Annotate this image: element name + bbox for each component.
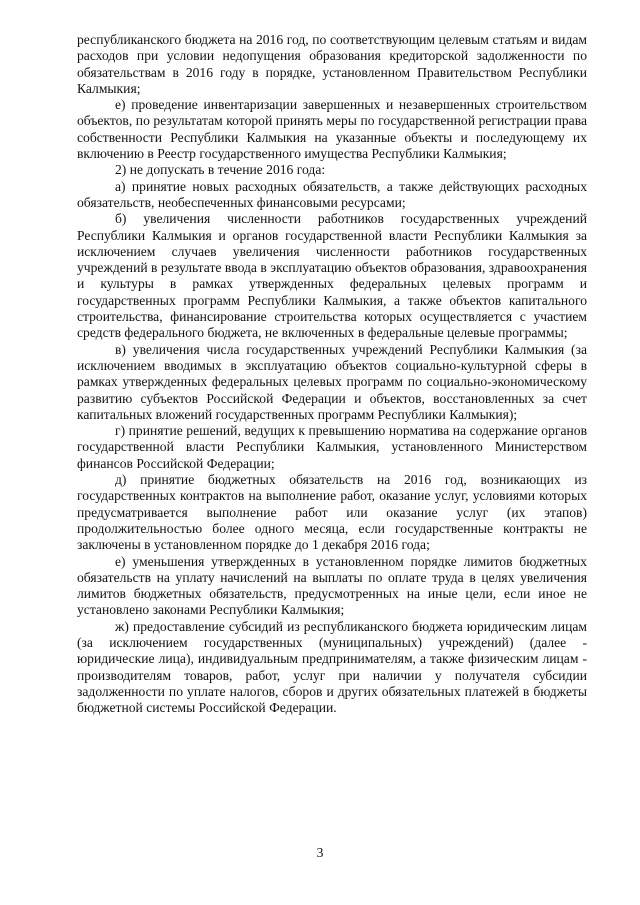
paragraph-item-b: б) увеличения численности работников государственных учреждений Республики Калмыкия и органов государственной власти Республики Калмыкия за исключением случаев увеличения численности работников государственных учреждений в результате ввода в эксплуатацию объектов образования, здравоохранения и культуры в рамках утвержденных федеральных целевых программ и государственных программ Республики Калмыкия, а также объектов капитального строительства, финансирование строительства которых осуществляется с участием средств федерального бюджета, не включенных в федеральные целевые программы; <box>77 211 587 341</box>
paragraph-item-d: д) принятие бюджетных обязательств на 2016 год, возникающих из государственных контрактов на выполнение работ, оказание услуг, условиями которых предусматривается выполнение работ или оказание услуг (их этапов) продолжительностью более одного месяца, если государственные контракты не заключены в установленном порядке до 1 декабря 2016 года; <box>77 472 587 553</box>
paragraph-item-e-inventory: е) проведение инвентаризации завершенных и незавершенных строительством объектов, по результатам которой принять меры по государственной регистрации права собственности Республики Калмыкия на указанные объекты и последующему их включению в Реестр государственного имущества Республики Калмыкия; <box>77 97 587 162</box>
page-number: 3 <box>316 845 324 860</box>
paragraph-item-e-limits: е) уменьшения утвержденных в установленном порядке лимитов бюджетных обязательств на уплату начислений на выплаты по оплате труда в целях увеличения лимитов бюджетных обязательств, предусмотренных на иные цели, если иное не установлено законами Республики Калмыкия; <box>77 553 587 618</box>
paragraph-item-v: в) увеличения числа государственных учреждений Республики Калмыкия (за исключением вводимых в эксплуатацию объектов социально-культурной сферы в рамках утвержденных федеральных целевых программ по социально-экономическому развитию субъектов Российской Федерации и объектов, восстановленных за счет капитальных вложений государственных программ Республики Калмыкия); <box>77 341 587 422</box>
document-body <box>77 32 587 716</box>
paragraph-item-a: а) принятие новых расходных обязательств, а также действующих расходных обязательств, необеспеченных финансовыми ресурсами; <box>77 178 587 210</box>
paragraph-item-zh: ж) предоставление субсидий из республиканского бюджета юридическим лицам (за исключением государственных (муниципальных) учреждений) (далее - юридические лица), индивидуальным предпринимателям, а также физическим лицам - производителям товаров, работ, услуг при наличии у получателя субсидии задолженности по уплате налогов, сборов и других обязательных платежей в бюджеты бюджетной системы Российской Федерации. <box>77 618 587 716</box>
paragraph-item-g: г) принятие решений, ведущих к превышению норматива на содержание органов государственной власти Республики Калмыкия, установленного Министерством финансов Российской Федерации; <box>77 423 587 471</box>
paragraph-continuation: республиканского бюджета на 2016 год, по соответствующим целевым статьям и видам расходов при условии недопущения образования кредиторской задолженности по обязательствам в 2016 году в порядке, установленном Правительством Республики Калмыкия; <box>77 32 587 96</box>
paragraph-section-2: 2) не допускать в течение 2016 года: <box>115 162 326 178</box>
